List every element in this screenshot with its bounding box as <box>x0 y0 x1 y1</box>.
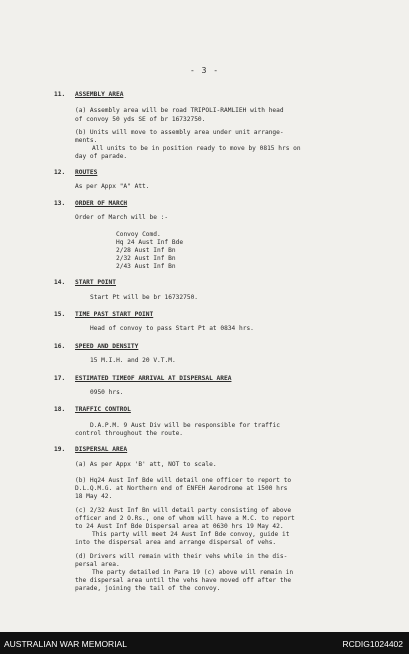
section-heading: START POINT <box>75 279 116 286</box>
section-heading: ORDER OF MARCH <box>75 200 128 207</box>
section-heading: TIME PAST START POINT <box>75 311 154 318</box>
section-line: control throughout the route. <box>75 430 184 437</box>
section-line: 18 May 42. <box>75 493 113 500</box>
section-line: Convoy Comd. <box>116 231 161 238</box>
section-line: Order of March will be :- <box>75 214 169 221</box>
section-line: D.A.P.M. 9 Aust Div will be responsible for traffic <box>90 422 280 429</box>
section-line: 0950 hrs. <box>90 389 124 396</box>
section-line: (c) 2/32 Aust Inf Bn will detail party consisting of above <box>75 507 292 514</box>
section-number: 13. <box>54 200 66 207</box>
footer-id: RCDIG1024402 <box>342 639 403 649</box>
section-line: 2/32 Aust Inf Bn <box>116 255 176 262</box>
section-number: 17. <box>54 375 66 382</box>
section-line: the dispersal area until the vehs have moved off after the <box>75 577 292 584</box>
section-line: 15 M.I.H. and 20 V.T.M. <box>90 357 176 364</box>
section-number: 12. <box>54 169 66 176</box>
section-line: Head of convoy to pass Start Pt at 0834 hrs. <box>90 325 254 332</box>
section-line: officer and 2 O.Rs., one of whom will have a M.C. to report <box>75 515 295 522</box>
section-heading: ASSEMBLY AREA <box>75 91 124 98</box>
section-line: (a) Assembly area will be road TRIPOLI-RAMLIEH with head <box>75 107 284 114</box>
section-line: parade, joining the tail of the convoy. <box>75 585 221 592</box>
section-line: As per Appx "A" Att. <box>75 183 150 190</box>
section-line: (a) As per Appx 'B' att, NOT to scale. <box>75 461 217 468</box>
section-heading: SPEED AND DENSITY <box>75 343 139 350</box>
section-line: All units to be in position ready to move by 0815 hrs on <box>92 145 301 152</box>
footer-bar <box>0 632 409 654</box>
section-line: Start Pt will be br 16732750. <box>90 294 199 301</box>
section-number: 11. <box>54 91 66 98</box>
section-number: 18. <box>54 406 66 413</box>
section-number: 16. <box>54 343 66 350</box>
section-line: The party detailed in Para 19 (c) above will remain in <box>92 569 294 576</box>
page-number: - 3 - <box>189 66 220 75</box>
section-line: D.L.Q.M.G. at Northern end of ENFEH Aerodrome at 1500 hrs <box>75 485 288 492</box>
section-line: day of parade. <box>75 153 128 160</box>
section-line: of convoy 50 yds SE of br 16732750. <box>75 116 206 123</box>
section-line: 2/28 Aust Inf Bn <box>116 247 176 254</box>
section-number: 14. <box>54 279 66 286</box>
section-line: (b) Hq24 Aust Inf Bde will detail one officer to report to <box>75 477 292 484</box>
section-line: Hq 24 Aust Inf Bde <box>116 239 184 246</box>
section-heading: DISPERSAL AREA <box>75 446 128 453</box>
section-number: 19. <box>54 446 66 453</box>
section-line: This party will meet 24 Aust Inf Bde convoy, guide it <box>92 531 290 538</box>
section-heading: ROUTES <box>75 169 98 176</box>
section-heading: ESTIMATED TIMEOF ARRIVAL AT DISPERSAL AREA <box>75 375 232 382</box>
footer-source: AUSTRALIAN WAR MEMORIAL <box>4 639 127 649</box>
section-line: into the dispersal area and arrange dispersal of vehs. <box>75 539 277 546</box>
section-line: 2/43 Aust Inf Bn <box>116 263 176 270</box>
section-line: (d) Drivers will remain with their vehs while in the dis- <box>75 553 288 560</box>
section-line: persal area. <box>75 561 120 568</box>
section-line: ments. <box>75 137 98 144</box>
section-heading: TRAFFIC CONTROL <box>75 406 131 413</box>
section-line: to 24 Aust Inf Bde Dispersal area at 0630 hrs 19 May 42. <box>75 523 284 530</box>
section-line: (b) Units will move to assembly area under unit arrange- <box>75 129 284 136</box>
section-number: 15. <box>54 311 66 318</box>
